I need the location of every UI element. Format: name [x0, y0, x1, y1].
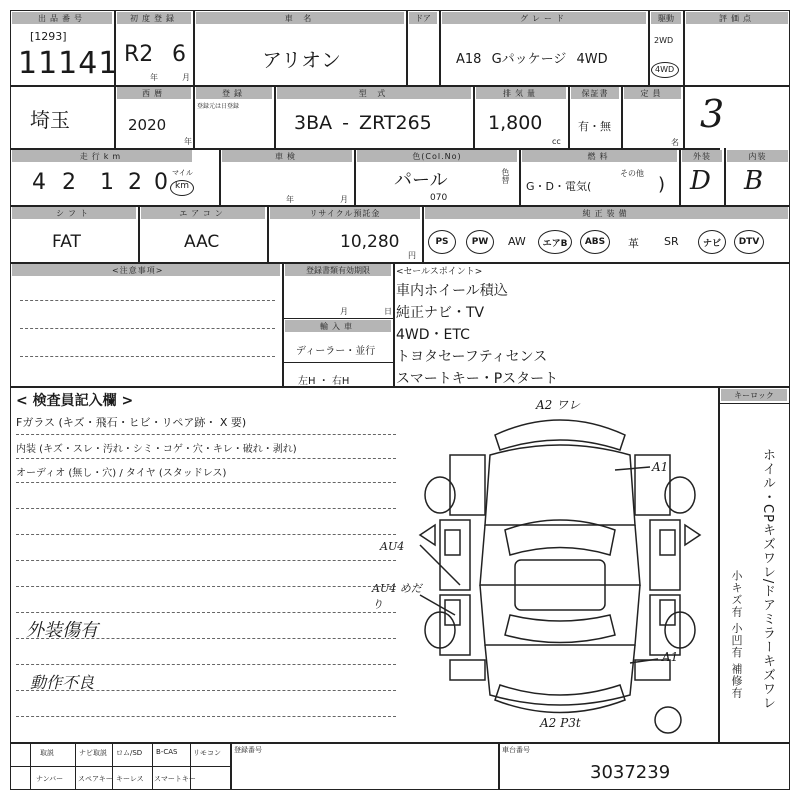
capacity-header: 定員: [624, 87, 681, 99]
col-line: [724, 148, 726, 205]
import-steering: 左H ・ 右H: [298, 376, 350, 387]
inspector-line: [16, 612, 396, 613]
first-reg-month-unit: 月: [182, 73, 190, 82]
bottom-item: ナビ取説: [79, 749, 107, 757]
equip-dtv-circle: DTV: [734, 230, 764, 254]
col-line: [30, 742, 31, 790]
recycle-value: 10,280: [340, 232, 400, 252]
mileage-digit: 1: [100, 170, 114, 195]
inspector-line1: Fガラス (キズ・飛石・ヒビ・リペア跡・ X 要): [16, 416, 247, 429]
bottom-item: キーレス: [116, 775, 144, 783]
mileage-digit: 2: [62, 170, 76, 195]
door-header: ドア: [409, 12, 437, 24]
inspector-line: [16, 508, 396, 509]
aircon-value: AAC: [184, 232, 220, 252]
lot-code: [1293]: [30, 30, 67, 43]
sharyo-month-unit: 月: [340, 195, 348, 204]
cc-value: 1,800: [488, 112, 543, 134]
car-name-header: 車 名: [196, 12, 404, 24]
col-line: [267, 205, 269, 262]
reg-deadline-month: 月: [340, 307, 348, 316]
exterior-header: 外装: [682, 150, 722, 162]
inspector-line3: オーディオ (無し・穴) / タイヤ (スタッドレス): [16, 468, 227, 479]
sales-point: 4WD・ETC: [396, 327, 470, 343]
equip-pw-circle: PW: [466, 230, 494, 254]
diagram-note-top: A2 ワレ: [536, 398, 581, 412]
col-line: [648, 10, 650, 85]
reg-type-header: 登録: [196, 87, 272, 99]
first-reg-year-unit: 年: [150, 73, 158, 82]
side-note-damage: ホイル・CPキズワレ/ドアミラーキズワレ: [760, 448, 775, 711]
inspector-hand1: 外装傷有: [26, 620, 98, 641]
interior-score: B: [744, 166, 764, 196]
col-line: [354, 148, 356, 205]
first-reg-era: R2: [124, 42, 154, 67]
diagram-note-right-bottom: A1: [662, 650, 679, 664]
recycle-header: リサイクル預託金: [270, 207, 420, 219]
inspector-line: [16, 482, 396, 483]
car-damage-diagram: [410, 395, 710, 740]
interior-header: 内装: [727, 150, 788, 162]
recycle-unit: 円: [408, 251, 416, 260]
bottom-item: スペアキー: [78, 775, 113, 783]
col-line: [230, 742, 232, 790]
row-line: [282, 362, 393, 363]
sharyo-header: 車検: [222, 150, 352, 162]
model-header: 型 式: [277, 87, 471, 99]
inspector-line2: 内装 (キズ・スレ・汚れ・シミ・コゲ・穴・キレ・破れ・剥れ): [16, 444, 297, 455]
fuel-options: G・D・電気(: [526, 180, 592, 193]
bottom-item: ナンバー: [36, 775, 64, 783]
sales-point: スマートキー・Pスタート: [396, 371, 559, 387]
row-line: [718, 403, 790, 404]
inspector-header: < 検査員記入欄 >: [16, 393, 134, 409]
bottom-item: ロム/SD: [116, 749, 143, 757]
grade: A18 Gパッケージ 4WD: [456, 52, 608, 67]
col-line: [621, 85, 623, 148]
notes-line: [20, 328, 275, 329]
reg-deadline-day: 日: [384, 307, 392, 316]
sales-point: 車内ホイール積込: [396, 283, 508, 299]
col-line: [138, 205, 140, 262]
col-line: [114, 85, 116, 148]
inspector-line: [16, 560, 396, 561]
eval-header: 評価点: [686, 12, 788, 24]
col-line: [274, 85, 276, 148]
equip-leather: 革: [628, 237, 639, 250]
diagram-note-bottom: A2 P3t: [540, 716, 581, 730]
col-line: [193, 10, 195, 148]
mileage-header: 走行km: [12, 150, 192, 162]
lot-number: 11141: [18, 46, 119, 81]
grade-header: グレード: [442, 12, 646, 24]
shift-header: シフト: [12, 207, 136, 219]
col-line: [219, 148, 221, 205]
import-header: 輸入車: [285, 320, 391, 332]
fuel-header: 燃料: [522, 150, 677, 162]
inspector-line: [16, 716, 396, 717]
col-line: [406, 10, 408, 85]
reg-note: 登録元は日登録: [197, 103, 240, 110]
bottom-item: B-CAS: [156, 748, 178, 756]
color-name: パール: [394, 170, 448, 191]
bottom-item: リモコン: [193, 749, 221, 757]
warranty-value: 有・無: [578, 120, 611, 133]
first-reg-header: 初度登録: [117, 12, 191, 24]
keyless-header: キーロック: [721, 389, 787, 401]
fuel-close: ): [658, 174, 666, 195]
col-line: [718, 386, 720, 742]
prefecture-1: 埼玉: [30, 108, 70, 132]
model-value: 3BA - ZRT265: [294, 112, 432, 134]
sales-point: 純正ナビ・TV: [396, 305, 485, 321]
cc-header: 排気量: [476, 87, 566, 99]
year-value: 2020: [128, 116, 167, 134]
diagram-note-left1: AU4: [380, 540, 405, 553]
equip-abs-circle: ABS: [580, 230, 610, 254]
import-dealer: ディーラー・並行: [296, 346, 376, 357]
equip-navi-circle: ナビ: [698, 230, 726, 254]
capacity-unit: 名: [671, 138, 679, 147]
equip-ps-circle: PS: [428, 230, 456, 254]
year-header: 西暦: [117, 87, 191, 99]
reg-no-header: 登録番号: [234, 746, 262, 754]
inspector-line: [16, 534, 396, 535]
diagram-note-right-top: A1: [652, 460, 669, 474]
lot-header: 出品番号: [12, 12, 112, 24]
frame-no-header: 車台番号: [502, 746, 530, 754]
color-code: 070: [430, 193, 448, 203]
col-line: [568, 85, 570, 148]
col-line: [152, 742, 153, 790]
equipment-header: 純正装備: [425, 207, 788, 219]
shift-value: FAT: [52, 232, 81, 252]
diagram-note-left2: AU4 めだり: [372, 582, 422, 611]
col-line: [473, 85, 475, 148]
side-note-scale: 小キズ有 小凹有 補修有: [730, 570, 743, 699]
mileage-unit-mile: マイル: [172, 169, 193, 177]
equip-airbag-circle: エアB: [538, 230, 572, 254]
sales-point: トヨタセーフティセンス: [396, 349, 548, 365]
inspector-line: [16, 586, 396, 587]
cc-unit: cc: [552, 137, 561, 146]
drive-2wd: 2WD: [654, 36, 674, 45]
col-line: [683, 10, 685, 148]
notes-header: <注意事項>: [12, 264, 280, 276]
col-line: [422, 205, 424, 262]
col-line: [282, 262, 284, 386]
notes-line: [20, 300, 275, 301]
aircon-header: エアコン: [141, 207, 265, 219]
col-line: [439, 10, 441, 85]
mileage-digit: 4: [32, 170, 46, 195]
sharyo-year-unit: 年: [286, 195, 294, 204]
col-line: [498, 742, 500, 790]
row-line: [10, 766, 230, 767]
row-line: [10, 742, 790, 744]
drive-header: 駆動: [651, 12, 681, 24]
equip-sr: SR: [664, 235, 679, 248]
mileage-digit: 2: [128, 170, 142, 195]
mileage-unit-km: km: [175, 181, 189, 191]
inspector-line: [16, 458, 396, 459]
exterior-score: D: [690, 166, 711, 196]
inspector-line: [16, 664, 396, 665]
notes-line: [20, 356, 275, 357]
col-line: [75, 742, 76, 790]
bottom-item: 取説: [40, 749, 54, 757]
fuel-other: その他: [620, 169, 644, 178]
bottom-item: スマートキー: [154, 775, 196, 783]
inspector-line: [16, 434, 396, 435]
warranty-header: 保証書: [571, 87, 619, 99]
sales-header: <セールスポイント>: [396, 267, 483, 277]
eval-score: 3: [700, 92, 725, 136]
inspector-hand2: 動作不良: [30, 673, 95, 692]
col-line: [393, 262, 395, 386]
col-line: [519, 148, 521, 205]
color-change: 色替: [501, 168, 510, 184]
drive-4wd: 4WD: [655, 65, 675, 74]
color-header: 色(Col.No): [357, 150, 517, 162]
first-reg-month: 6: [172, 42, 186, 67]
reg-deadline-header: 登録書類有効期限: [285, 264, 391, 276]
year-unit: 年: [184, 137, 192, 146]
col-line: [679, 148, 681, 205]
equip-aw: AW: [508, 235, 526, 248]
car-name: アリオン: [262, 48, 341, 72]
frame-number: 3037239: [590, 762, 671, 783]
mileage-digit: 0: [154, 170, 168, 195]
row-line: [282, 318, 393, 319]
